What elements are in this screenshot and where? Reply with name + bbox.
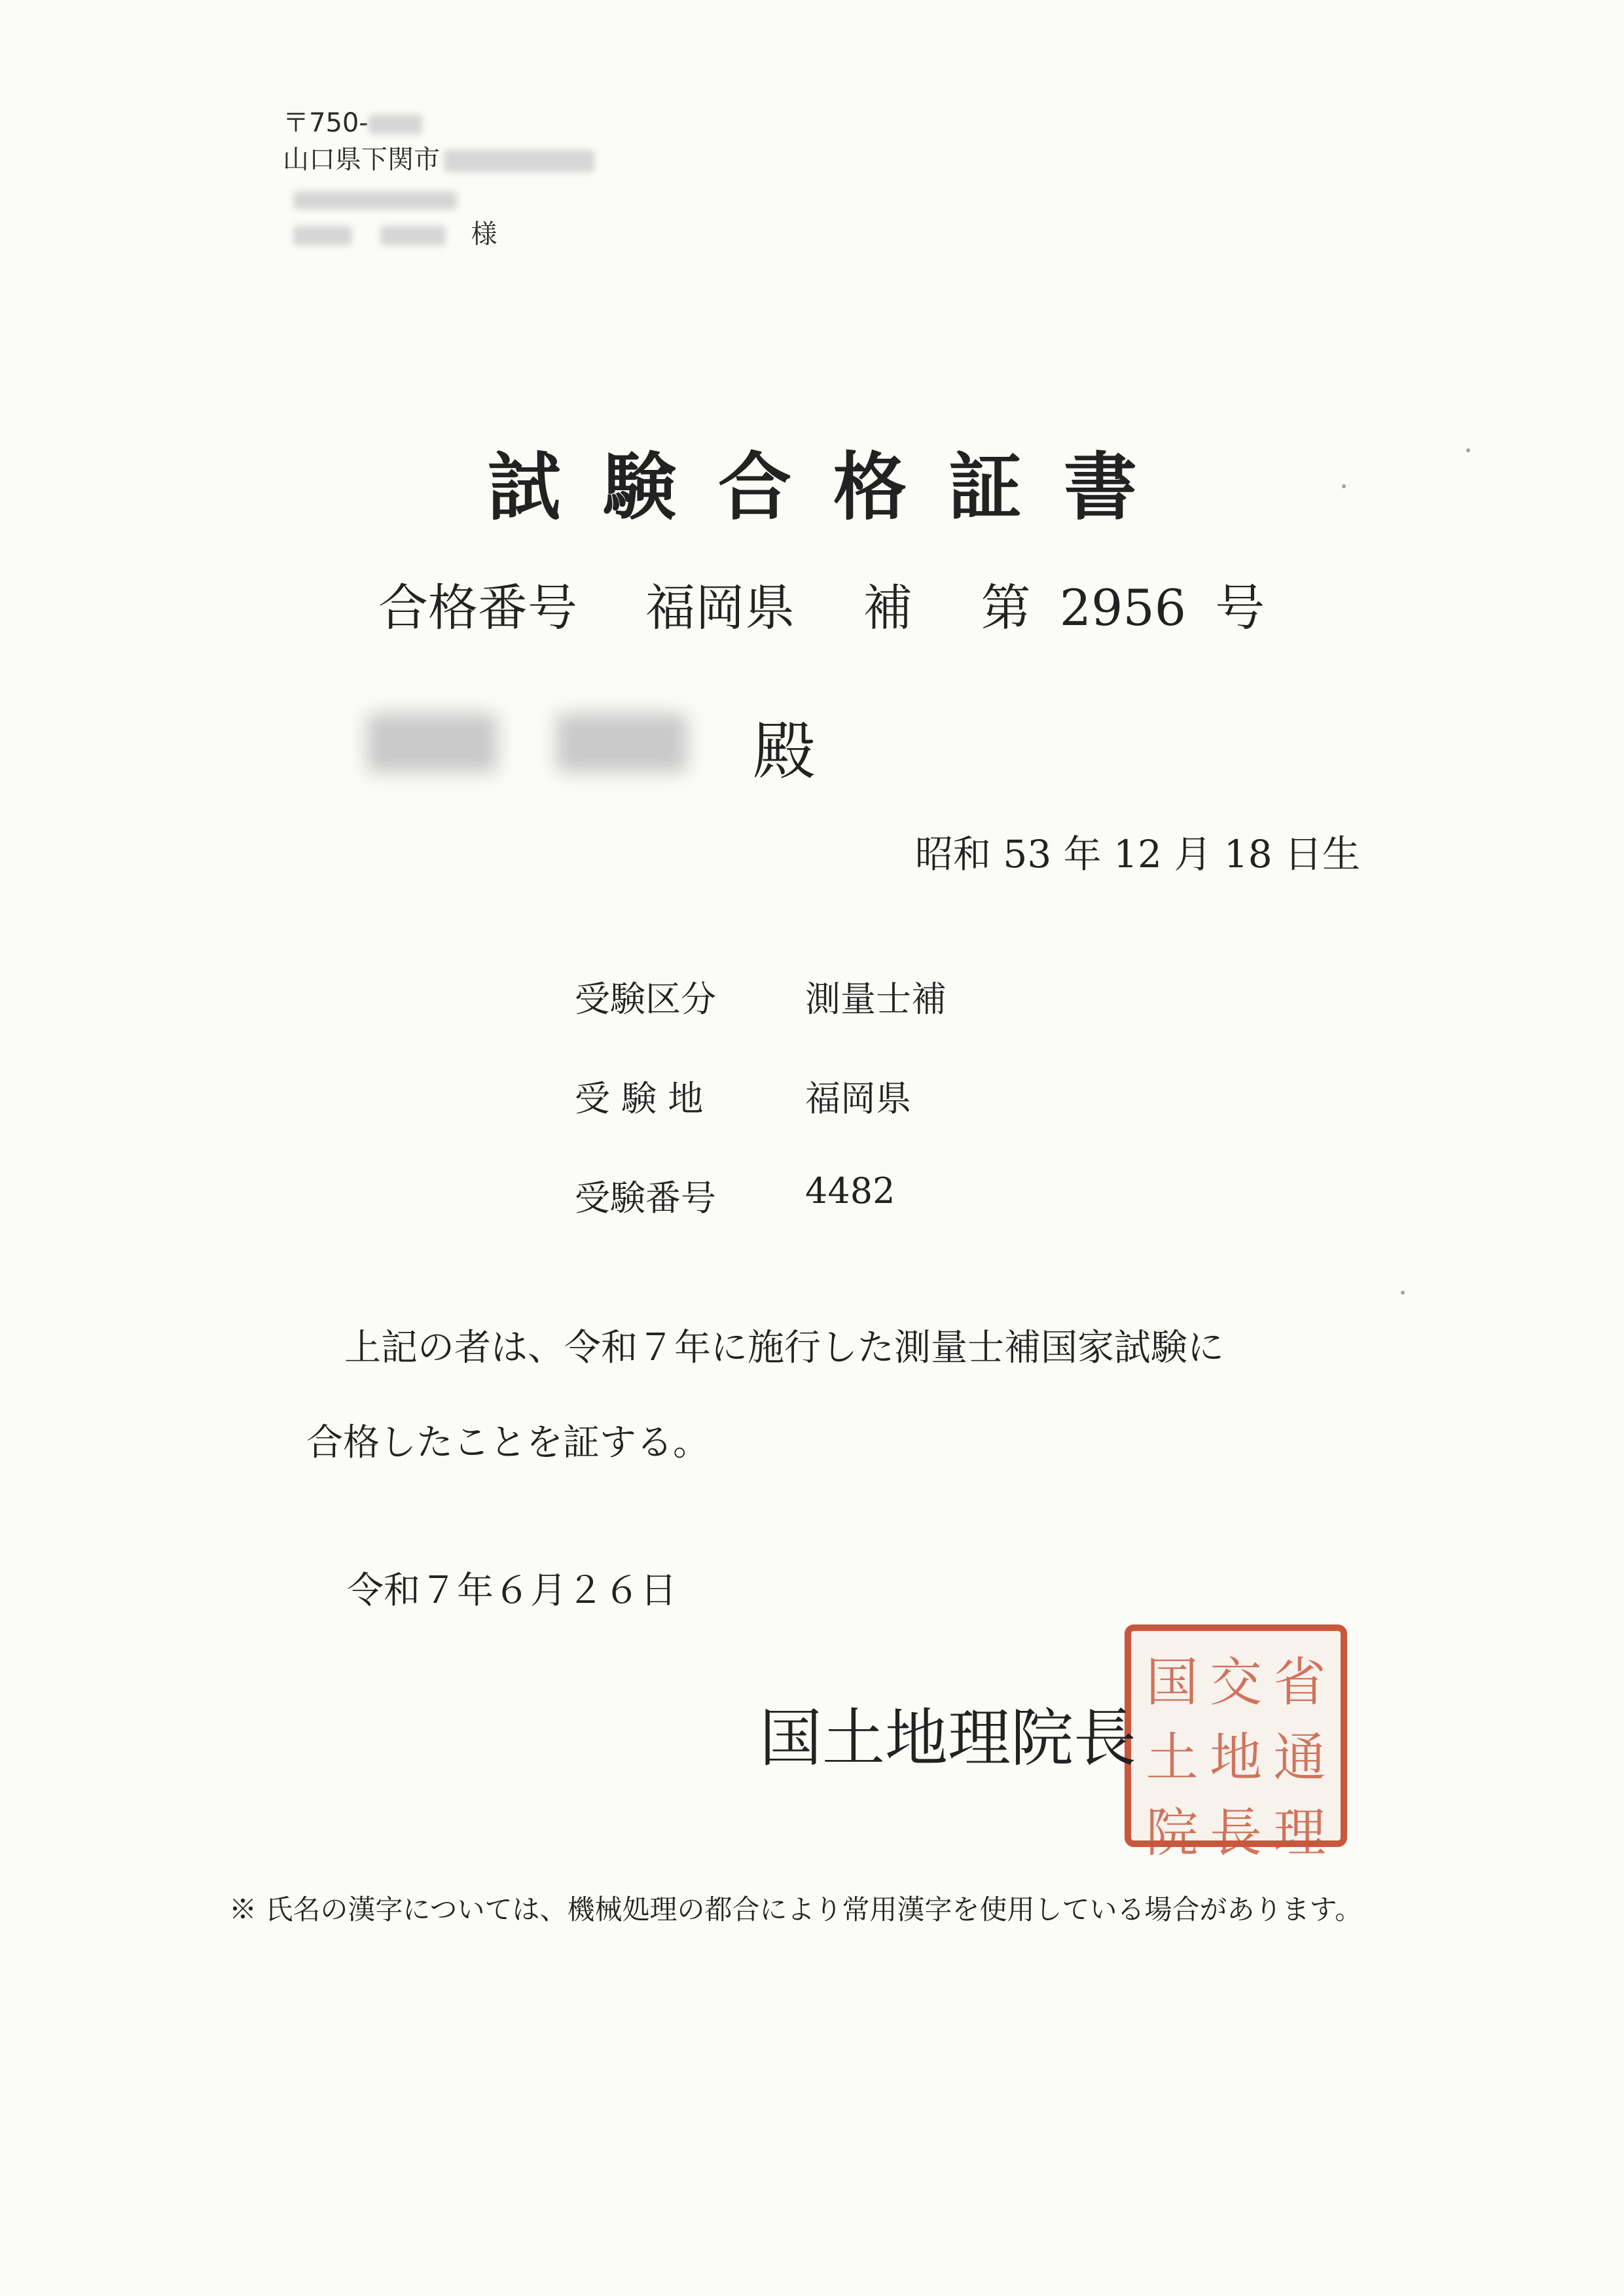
scan-speck [1342,484,1346,488]
scan-speck [1401,1291,1405,1295]
cert-number-prefecture: 福岡県 [645,579,795,637]
issuer-title: 国土地理院長 [759,1702,1136,1775]
postal-code: 〒750- [283,108,369,138]
seal-characters [1140,1640,1331,1863]
redacted-address-line [293,191,457,209]
redacted-postal-suffix [369,115,422,134]
seal-char: 国 [1146,1652,1199,1713]
footnote: ※ 氏名の漢字については、機械処理の都合により常用漢字を使用している場合があります。 [229,1893,1363,1926]
seal-char: 通 [1273,1727,1326,1788]
redacted-recipient-given-name [556,713,687,772]
seal-char: 省 [1273,1652,1326,1713]
redacted-addressee-surname [293,226,352,245]
address-postal-line [283,106,422,140]
certification-text-line-2: 合格したことを証する。 [306,1422,710,1464]
seal-char: 地 [1209,1727,1262,1788]
redacted-addressee-given-name [380,226,446,245]
official-seal [1125,1624,1347,1863]
addressee-honorific: 様 [471,219,497,249]
cert-number-type: 補 [863,579,913,637]
address-city-line [283,143,594,177]
seal-char: 土 [1146,1727,1199,1788]
field-exam-category-label: 受験区分 [575,978,716,1020]
recipient-honorific: 殿 [753,715,816,788]
certificate-number [378,568,1265,639]
field-exam-number-label: 受験番号 [575,1177,716,1219]
field-exam-location-label: 受 験 地 [575,1078,704,1119]
document-title: 試験合格証書 [488,444,1179,530]
cert-number-suffix: 号 [1215,579,1265,637]
scan-speck [1466,448,1470,452]
cert-number-value: 2956 [1059,579,1187,637]
address-city: 山口県下関市 [283,145,440,175]
seal-char: 理 [1273,1803,1326,1863]
certification-text-line-1: 上記の者は、令和７年に施行した測量士補国家試験に [344,1327,1224,1369]
issue-date: 令和７年６月２６日 [347,1570,677,1612]
field-exam-number-value: 4482 [805,1170,895,1211]
seal-char: 院 [1146,1803,1199,1863]
recipient-birthdate: 昭和 53 年 12 月 18 日生 [915,832,1361,876]
redacted-address-detail [444,150,594,172]
redacted-recipient-surname [367,713,497,772]
seal-char: 長 [1209,1803,1262,1863]
seal-char: 交 [1209,1652,1262,1713]
cert-number-prefix: 第 [981,579,1031,637]
cert-number-label: 合格番号 [378,579,577,637]
field-exam-category-value: 測量士補 [805,978,947,1020]
field-exam-location-value: 福岡県 [805,1078,911,1119]
address-name-line [293,217,497,251]
address-line-3 [293,182,457,216]
